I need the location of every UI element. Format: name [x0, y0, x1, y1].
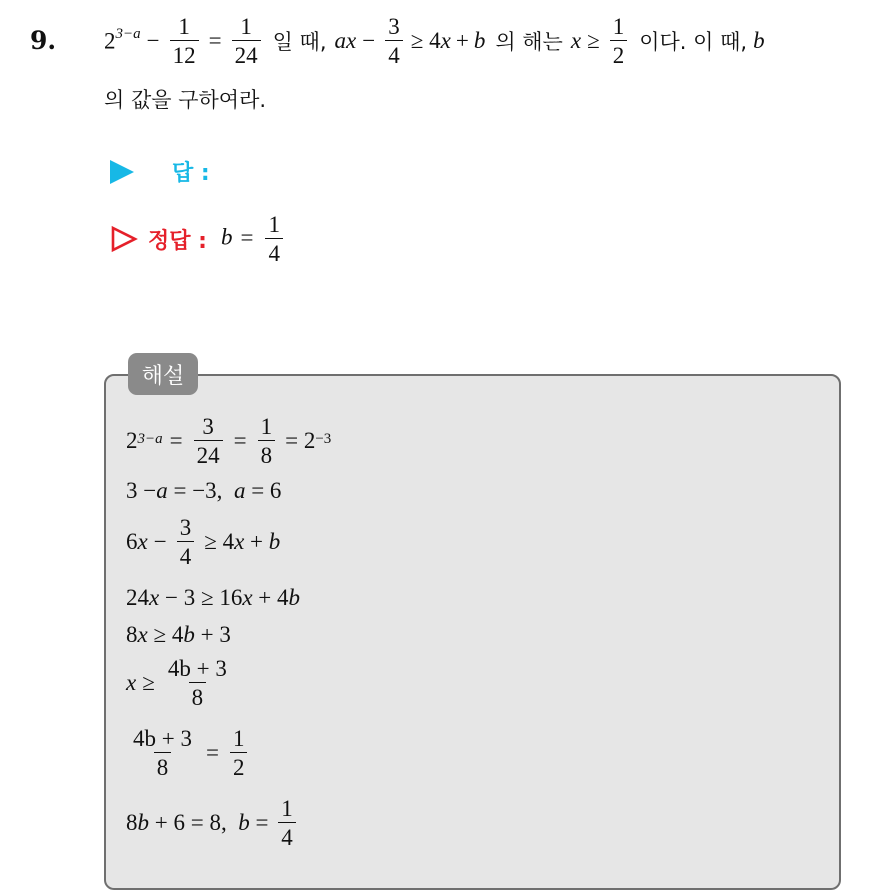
- q-inequality: ≥ 4x + b: [410, 28, 486, 54]
- solution-answer-row: [110, 212, 287, 267]
- explanation-tag: 해설: [128, 353, 198, 395]
- question-line-1: [104, 14, 874, 69]
- q-minus-2: −: [362, 28, 376, 54]
- q-text-is: 이다. 이 때,: [639, 30, 748, 55]
- q-x: x: [570, 28, 582, 54]
- explanation-step-3: 6 x − $\frac{3}{4}$ ≥ 4 x + b: [126, 515, 281, 570]
- explanation-step-1: 2 $^{3-a}$ = $\frac{3}{24}$ = $\frac{1}{8}$ = 2 $^{-3}$: [126, 414, 332, 469]
- q-fraction-1-12: $\frac{1}{12}$: [170, 14, 199, 69]
- explanation-step-4: 24 x − 3 ≥ 16 x + 4 b: [126, 585, 301, 610]
- question-number: 9.: [30, 26, 57, 55]
- q-fraction-3-4: $\frac{3}{4}$: [385, 14, 403, 69]
- q-fraction-1-24: $\frac{1}{24}$: [232, 14, 261, 69]
- explanation-step-2: 3 − a = −3, a = 6: [126, 478, 282, 503]
- outline-triangle-icon: [110, 225, 138, 253]
- solution-value: b = $\frac{1}{4}$: [221, 212, 287, 267]
- explanation-step-7: $\frac{4b + 3}{8}$ = $\frac{1}{2}$: [126, 726, 251, 781]
- answer-row: [110, 156, 210, 187]
- filled-triangle-icon: [110, 160, 134, 184]
- explanation-step-8: 8 b + 6 = 8, b = $\frac{1}{4}$: [126, 796, 300, 851]
- q-equals: =: [208, 28, 222, 54]
- solution-label: 정답 :: [148, 228, 207, 254]
- q-b: b: [753, 28, 765, 54]
- q-minus: −: [146, 28, 160, 54]
- q-ax: ax: [334, 28, 357, 54]
- q-power: $2^{3-a}$: [104, 25, 141, 54]
- answer-label: 답 :: [172, 161, 210, 186]
- explanation-step-5: 8 x ≥ 4 b + 3: [126, 622, 231, 647]
- q-ge: ≥: [587, 28, 600, 54]
- question-line-2: 의 값을 구하여라.: [104, 88, 267, 112]
- explanation-step-6: x ≥ $\frac{4b + 3}{8}$: [126, 656, 227, 711]
- q-fraction-1-2: $\frac{1}{2}$: [610, 14, 628, 69]
- q-text-solution: 의 해는: [495, 30, 563, 55]
- q-text-when: 일 때,: [272, 30, 327, 55]
